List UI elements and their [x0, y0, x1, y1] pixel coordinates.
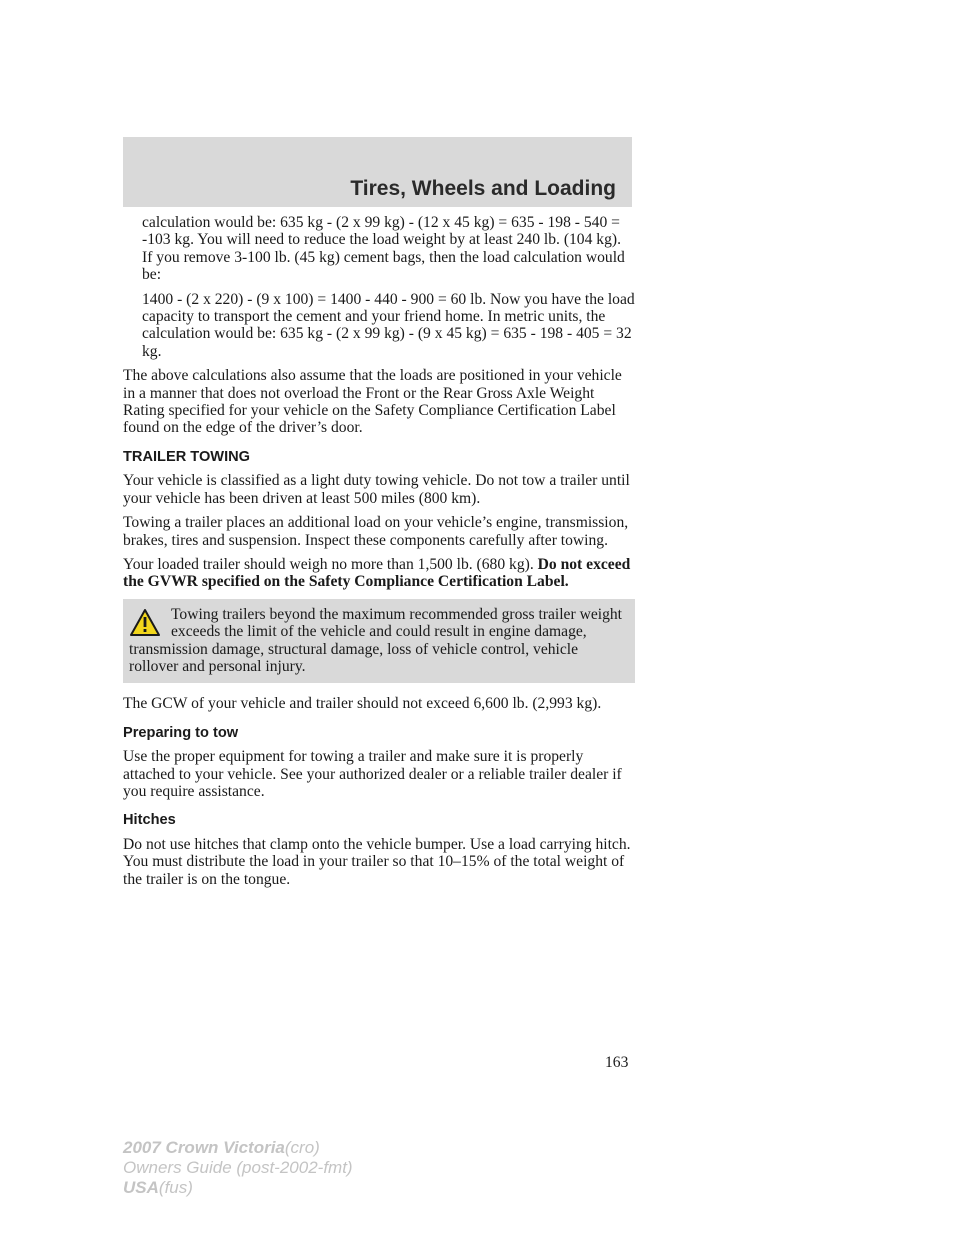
paragraph-calculation-kg: calculation would be: 635 kg - (2 x 99 kg) - (12 x 45 kg) = 635 - 198 - 540 = -103 kg. You will need to reduce the load weight by at least 240 lb. (104 kg). If you remove 3-100 lb. (45 kg) cement bags, then the load calculation would be: — [142, 214, 625, 284]
heading-hitches: Hitches — [123, 812, 176, 829]
warning-triangle-icon — [129, 608, 161, 638]
paragraph-light-duty: Your vehicle is classified as a light duty towing vehicle. Do not tow a trailer until your vehicle has been driven at least 500 miles (800 km). — [123, 472, 630, 507]
footer-model: 2007 Crown Victoria — [123, 1138, 285, 1157]
gvwr-warning-text: Do not exceed the GVWR specified on the Safety Compliance Certification Label. — [123, 555, 631, 591]
paragraph-additional-load: Towing a trailer places an additional load on your vehicle’s engine, transmission, brakes, tires and suspension. Inspect these components carefully after towing. — [123, 514, 629, 549]
footer-line-3 — [123, 1178, 353, 1198]
heading-trailer-towing: TRAILER TOWING — [123, 448, 251, 465]
page-content — [123, 214, 635, 895]
footer-market-code: (fus) — [158, 1178, 193, 1197]
trailer-weight-text: Your loaded trailer should weigh no more than 1,500 lb. (680 kg). — [123, 555, 538, 573]
section-title: Tires, Wheels and Loading — [350, 177, 616, 200]
footer-document-info — [123, 1138, 353, 1198]
paragraph-trailer-weight — [123, 556, 635, 591]
warning-box — [123, 599, 635, 684]
footer-market: USA — [123, 1178, 159, 1197]
warning-text: Towing trailers beyond the maximum recommended gross trailer weight exceeds the limit of the vehicle and could result in engine damage, transmission damage, structural damage, loss of vehicle control, vehicle rollover and personal injury. — [129, 605, 623, 675]
paragraph-load-position: The above calculations also assume that the loads are positioned in your vehicle in a manner that does not overload the Front or the Rear Gross Axle Weight Rating specified for your vehicle on the Safety Compliance Certification Label found on the edge of the driver’s door. — [123, 367, 622, 437]
paragraph-gcw: The GCW of your vehicle and trailer should not exceed 6,600 lb. (2,993 kg). — [123, 695, 602, 713]
heading-preparing-to-tow: Preparing to tow — [123, 724, 239, 741]
paragraph-hitches: Do not use hitches that clamp onto the vehicle bumper. Use a load carrying hitch. You must distribute the load in your trailer so that 10–15% of the total weight of the trailer is on the tongue. — [123, 835, 631, 888]
footer-line-1 — [123, 1138, 353, 1158]
paragraph-proper-equipment: Use the proper equipment for towing a trailer and make sure it is properly attached to your vehicle. See your authorized dealer or a reliable trailer dealer if you require assistance. — [123, 748, 622, 800]
footer-model-code: (cro) — [284, 1138, 320, 1157]
section-header-band — [123, 137, 632, 207]
page-number: 163 — [605, 1054, 629, 1071]
paragraph-calculation-lb: 1400 - (2 x 220) - (9 x 100) = 1400 - 440 - 900 = 60 lb. Now you have the load capacity to transport the cement and your friend home. In metric units, the calculation would be: 635 kg - (2 x 99 kg) - (9 x 45 kg) = 635 - 198 - 405 = 32 kg. — [142, 290, 635, 360]
footer-line-2: Owners Guide (post-2002-fmt) — [123, 1158, 353, 1177]
